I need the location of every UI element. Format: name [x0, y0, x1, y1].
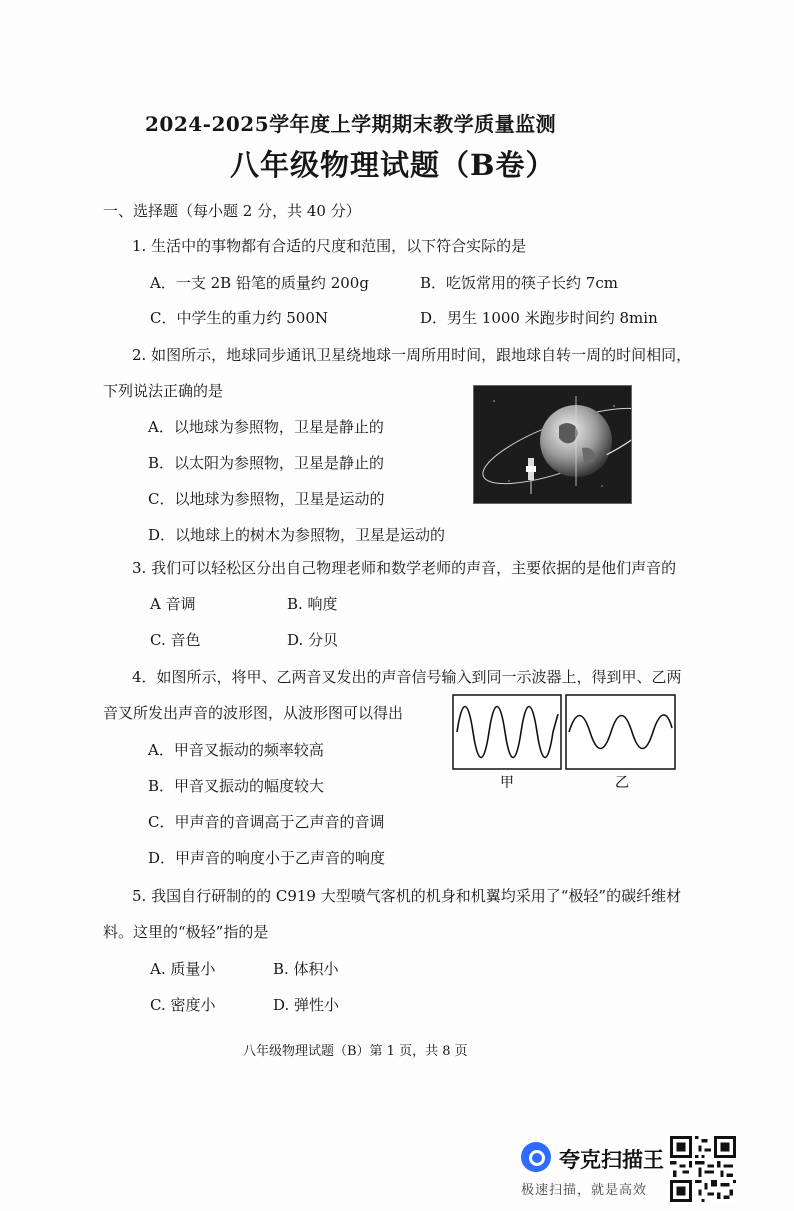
q5-option-b: B. 体积小 [273, 960, 339, 978]
waveform-figure [452, 694, 680, 798]
brand-tagline: 极速扫描，就是高效 [521, 1183, 648, 1198]
oscilloscope-waveforms [452, 694, 680, 794]
earth-satellite-icon [474, 386, 631, 503]
question-2-stem-cont: 下列说法正确的是 [103, 382, 224, 400]
q1-option-c: C．中学生的重力约 500N [150, 309, 329, 327]
q5-option-c: C. 密度小 [150, 996, 216, 1014]
question-5-stem: 5. 我国自行研制的的 C919 大型喷气客机的机身和机翼均采用了“极轻”的碳纤维材 [132, 887, 682, 905]
earth-satellite-figure [473, 385, 632, 504]
q1-option-b: B．吃饭常用的筷子长约 7cm [420, 274, 618, 292]
q4-option-c: C．甲声音的音调高于乙声音的音调 [148, 813, 385, 831]
q4-option-d: D．甲声音的响度小于乙声音的响度 [148, 849, 386, 867]
q4-option-a: A．甲音叉振动的频率较高 [148, 741, 324, 759]
brand-name: 夸克扫描王 [559, 1148, 664, 1172]
section-heading: 一、选择题（每小题 2 分，共 40 分） [103, 202, 361, 220]
page-footer: 八年级物理试题（B）第 1 页，共 8 页 [243, 1044, 468, 1059]
q2-option-d: D．以地球上的树木为参照物，卫星是运动的 [148, 526, 446, 544]
q5-option-d: D. 弹性小 [273, 996, 340, 1014]
waveform-label-yi: 乙 [615, 775, 629, 791]
paper-title: 八年级物理试题（B卷） [230, 148, 556, 182]
q3-option-d: D. 分贝 [287, 631, 339, 649]
waveform-label-jia: 甲 [500, 775, 514, 791]
q4-option-b: B．甲音叉振动的幅度较大 [148, 777, 325, 795]
q2-option-b: B．以太阳为参照物，卫星是静止的 [148, 454, 385, 472]
q3-option-a: A 音调 [150, 595, 196, 613]
q1-option-d: D．男生 1000 米跑步时间约 8min [420, 309, 658, 327]
q5-option-a: A. 质量小 [150, 960, 216, 978]
waveform-box-yi [566, 695, 675, 769]
q3-option-c: C. 音色 [150, 631, 201, 649]
question-5-stem-cont: 料。这里的“极轻”指的是 [103, 923, 269, 941]
qr-code-icon [670, 1136, 736, 1202]
quark-logo-icon [521, 1142, 551, 1172]
question-1-stem: 1. 生活中的事物都有合适的尺度和范围，以下符合实际的是 [132, 237, 527, 255]
question-4-stem-cont: 音叉所发出声音的波形图，从波形图可以得出 [103, 704, 404, 722]
q3-option-b: B. 响度 [287, 595, 338, 613]
question-2-stem: 2. 如图所示，地球同步通讯卫星绕地球一周所用时间，跟地球自转一周的时间相同， [132, 346, 692, 364]
scanner-brand [521, 1140, 668, 1174]
exam-title: 2024-2025学年度上学期期末教学质量监测 [145, 112, 557, 136]
q2-option-a: A．以地球为参照物，卫星是静止的 [148, 418, 384, 436]
q2-option-c: C．以地球为参照物，卫星是运动的 [148, 490, 385, 508]
question-3-stem: 3. 我们可以轻松区分出自己物理老师和数学老师的声音，主要依据的是他们声音的 [132, 559, 677, 577]
q1-option-a: A．一支 2B 铅笔的质量约 200g [150, 274, 369, 292]
question-4-stem: 4．如图所示，将甲、乙两音叉发出的声音信号输入到同一示波器上，得到甲、乙两 [132, 668, 682, 686]
